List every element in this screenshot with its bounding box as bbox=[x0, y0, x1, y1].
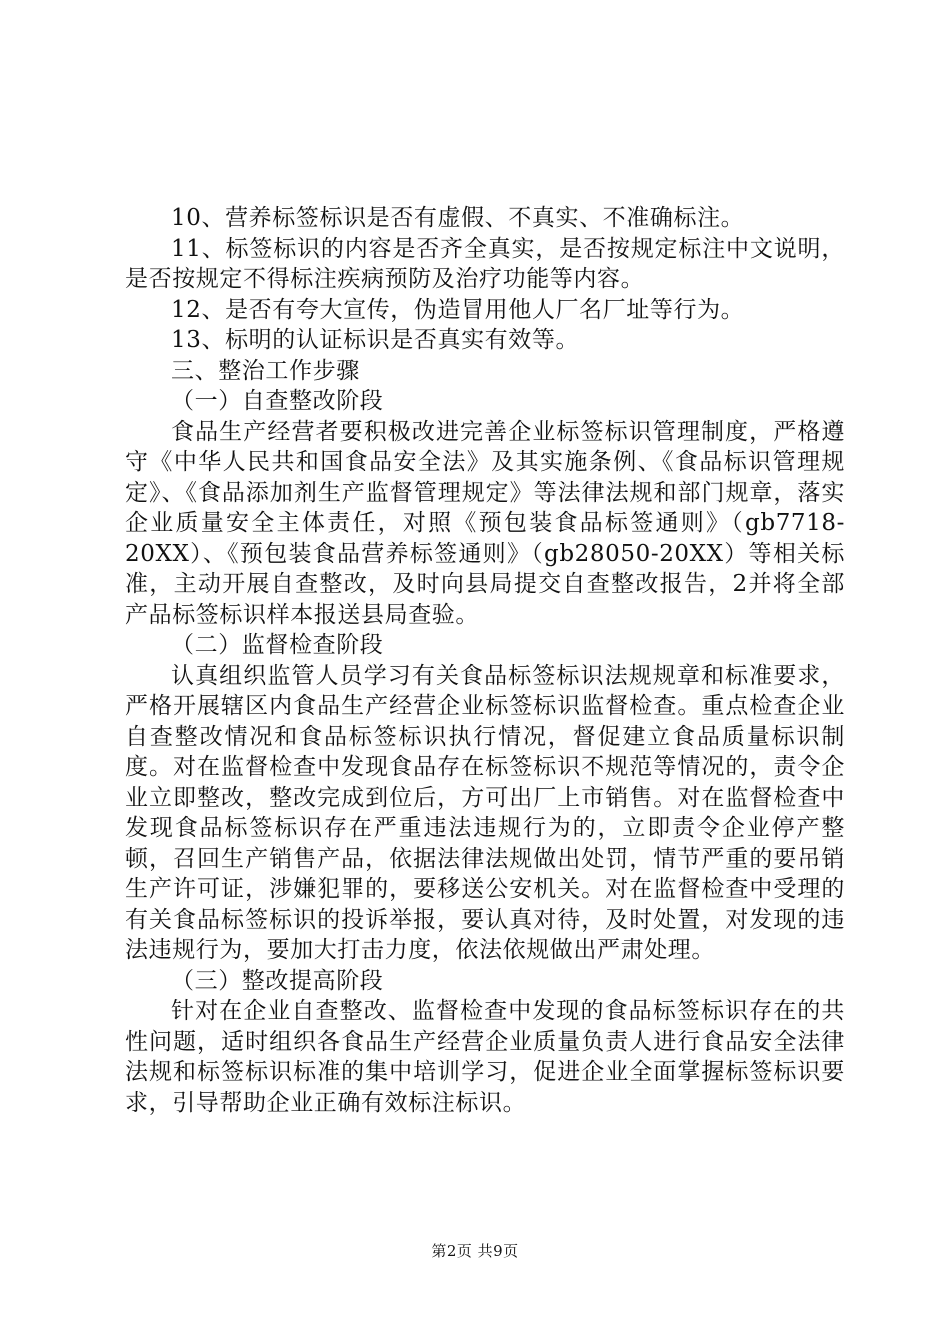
item-10-paragraph: 10、营养标签标识是否有虚假、不真实、不准确标注。 bbox=[171, 205, 745, 231]
improvement-paragraph: 针对在企业自查整改、监督检查中发现的食品标签标识存在的共性问题，适时组织各食品生产经营企业质量负责人进行食品安全法律法规和标签标识标准的集中培训学习，促进企业全面掌握标签标识要求，引导帮助企业正确有效标注标识。 bbox=[125, 998, 845, 1116]
page-number-footer: 第2页 共9页 bbox=[431, 1242, 519, 1260]
subsection-heading-3: （三）整改提高阶段 bbox=[171, 967, 384, 994]
self-inspection-paragraph: 食品生产经营者要积极改进完善企业标签标识管理制度，严格遵守《中华人民共和国食品安全法》及其实施条例、《食品标识管理规定》、《食品添加剂生产监督管理规定》等法律法规和部门规章，落实企业质量安全主体责任，对照《预包装食品标签通则》（gb7718-20XX）、《预包装食品营养标签通则》（gb28050-20XX）等相关标准，主动开展自查整改，及时向县局提交自查整改报告，2并将全部产品标签标识样本报送县局查验。 bbox=[125, 418, 845, 628]
document-body bbox=[125, 203, 845, 1118]
item-13-paragraph: 13、标明的认证标识是否真实有效等。 bbox=[171, 327, 580, 353]
section-heading-3: 三、整治工作步骤 bbox=[171, 357, 360, 384]
subsection-heading-2: （二）监督检查阶段 bbox=[171, 632, 384, 658]
supervision-paragraph: 认真组织监管人员学习有关食品标签标识法规规章和标准要求，严格开展辖区内食品生产经营企业标签标识监督检查。重点检查企业自查整改情况和食品标签标识执行情况，督促建立食品质量标识制度。对在监督检查中发现食品存在标签标识不规范等情况的，责令企业立即整改，整改完成到位后，方可出厂上市销售。对在监督检查中发现食品标签标识存在严重违法违规行为的，立即责令企业停产整顿，召回生产销售产品，依据法律法规做出处罚，情节严重的要吊销生产许可证，涉嫌犯罪的，要移送公安机关。对在监督检查中受理的有关食品标签标识的投诉举报，要认真对待，及时处置，对发现的违法违规行为，要加大打击力度，依法依规做出严肃处理。 bbox=[125, 662, 845, 963]
subsection-heading-1: （一）自查整改阶段 bbox=[171, 388, 384, 414]
item-12-paragraph: 12、是否有夸大宣传，伪造冒用他人厂名厂址等行为。 bbox=[171, 296, 745, 323]
item-11-paragraph: 11、标签标识的内容是否齐全真实，是否按规定标注中文说明，是否按规定不得标注疾病预防及治疗功能等内容。 bbox=[125, 235, 845, 292]
